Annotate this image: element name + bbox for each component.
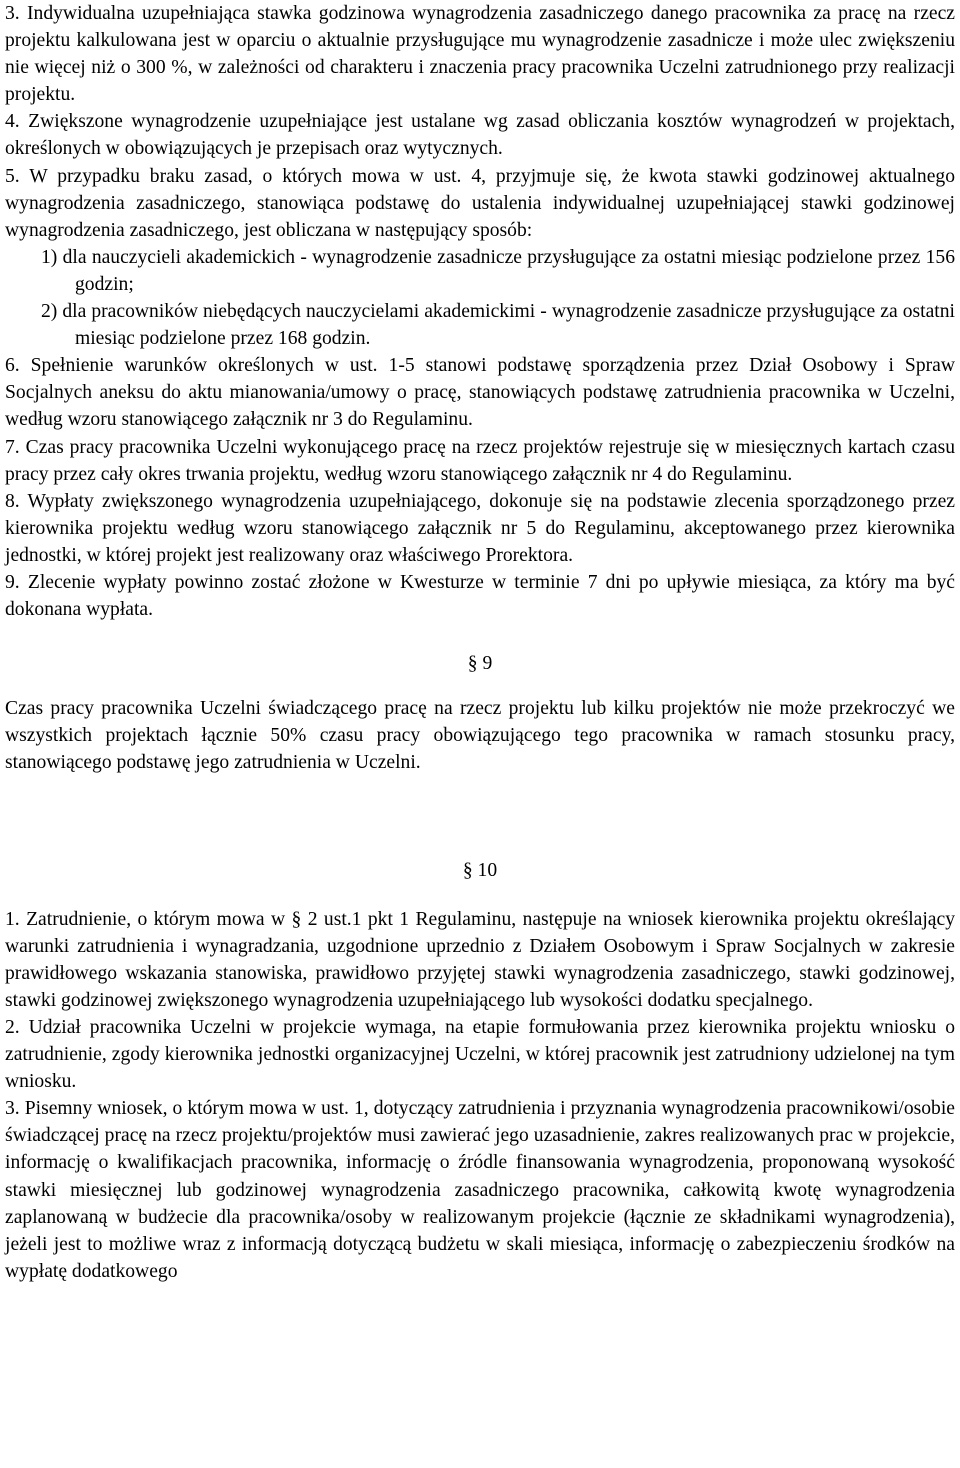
- section-10-paragraph-3: 3. Pisemny wniosek, o którym mowa w ust. 1, dotyczący zatrudnienia i przyznania wynagrodzenia pracownikowi/osobie świadczącej pracę na rzecz projektu/projektów musi zawierać jego uzasadnienie, zakres realizowanych prac w projekcie, informację o kwalifikacjach pracownika, informację o źródle finansowania wynagrodzenia, proponowaną wysokość stawki miesięcznej lub godzinowej wynagrodzenia zasadniczego pracownika, całkowitą kwotę wynagrodzenia zaplanowaną w budżecie dla pracownika/osoby w realizowanym projekcie (łącznie ze składnikami wynagrodzenia), jeżeli jest to możliwe wraz z informacją dotyczącą budżetu w skali miesiąca, informację o zabezpieczeniu środków na wypłatę dodatkowego: [5, 1098, 955, 1282]
- paragraph-3: 3. Indywidualna uzupełniająca stawka godzinowa wynagrodzenia zasadniczego danego pracownika za pracę na rzecz projektu kalkulowana jest w oparciu o aktualnie przysługujące mu wynagrodzenie zasadnicze i może ulec zwiększeniu nie więcej niż o 300 %, w zależności od charakteru i znaczenia pracy pracownika Uczelni zatrudnionego przy realizacji projektu.: [5, 3, 955, 106]
- paragraph-9: 9. Zlecenie wypłaty powinno zostać złożone w Kwesturze w terminie 7 dni po upływie miesiąca, za który ma być dokonana wypłata.: [5, 571, 955, 621]
- spacer: [5, 623, 955, 650]
- paragraph-4: 4. Zwiększone wynagrodzenie uzupełniające jest ustalane wg zasad obliczania kosztów wynagrodzeń w projektach, określonych w obowiązujących je przepisach oraz wytycznych.: [5, 111, 955, 160]
- spacer: [5, 777, 955, 857]
- spacer: [5, 884, 955, 906]
- section-10-paragraph-1: 1. Zatrudnienie, o którym mowa w § 2 ust.1 pkt 1 Regulaminu, następuje na wniosek kierownika projektu określający warunki zatrudnienia i wynagradzania, uzgodnione uprzednio z Działem Osobowym i Spraw Socjalnych w zakresie prawidłowego wskazania stanowiska, prawidłowo przyjętej stawki wynagrodzenia zasadniczego, stawki godzinowej, stawki godzinowej zwiększonego wynagrodzenia uzupełniającego lub wysokości dodatku specjalnego.: [5, 908, 955, 1011]
- paragraph-5-item-1: 1) dla nauczycieli akademickich - wynagrodzenie zasadnicze przysługujące za ostatni miesiąc podzielone przez 156 godzin;: [41, 246, 955, 295]
- paragraph-5: 5. W przypadku braku zasad, o których mowa w ust. 4, przyjmuje się, że kwota stawki godzinowej aktualnego wynagrodzenia zasadniczego, stanowiąca podstawę do ustalenia indywidualnej uzupełniającej stawki godzinowej wynagrodzenia zasadniczego, jest obliczana w następujący sposób:: [5, 165, 955, 241]
- paragraph-6: 6. Spełnienie warunków określonych w ust. 1-5 stanowi podstawę sporządzenia przez Dział Osobowy i Spraw Socjalnych aneksu do aktu mianowania/umowy o pracę, stanowiących podstawę zatrudnienia pracownika w Uczelni, według wzoru stanowiącego załącznik nr 3 do Regulaminu.: [5, 355, 955, 431]
- spacer: [5, 677, 955, 695]
- section-10-heading: § 10: [462, 859, 498, 881]
- paragraph-8: 8. Wypłaty zwiększonego wynagrodzenia uzupełniającego, dokonuje się na podstawie zlecenia sporządzonego przez kierownika projektu według wzoru stanowiącego załącznik nr 5 do Regulaminu, akceptowanego przez kierownika jednostki, w której projekt jest realizowany oraz właściwego Prorektora.: [5, 490, 955, 566]
- paragraph-7: 7. Czas pracy pracownika Uczelni wykonującego pracę na rzecz projektów rejestruje się w miesięcznych kartach czasu pracy przez cały okres trwania projektu, według wzoru stanowiącego załącznik nr 4 do Regulaminu.: [5, 436, 955, 485]
- section-9-heading: § 9: [467, 653, 493, 675]
- section-10-paragraph-2: 2. Udział pracownika Uczelni w projekcie wymaga, na etapie formułowania przez kierownika projektu wniosku o zatrudnienie, zgody kierownika jednostki organizacyjnej Uczelni, w której pracownik jest zatrudniony udzielonej na tym wniosku.: [5, 1017, 955, 1093]
- section-9-text: Czas pracy pracownika Uczelni świadczącego pracę na rzecz projektu lub kilku projektów nie może przekroczyć we wszystkich projektach łącznie 50% czasu pracy obowiązującego tego pracownika w ramach stosunku pracy, stanowiącego podstawę jego zatrudnienia w Uczelni.: [5, 698, 955, 774]
- paragraph-5-item-2: 2) dla pracowników niebędących nauczycielami akademickimi - wynagrodzenie zasadnicze przysługujące za ostatni miesiąc podzielone przez 168 godzin.: [41, 301, 955, 350]
